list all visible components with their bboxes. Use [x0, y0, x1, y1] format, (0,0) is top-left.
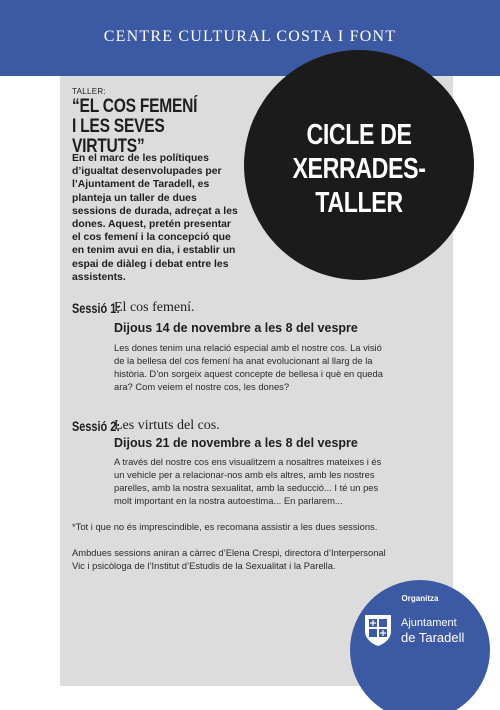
description-line: ara? Com veiem el nostre cos, les dones?: [114, 381, 290, 392]
intro-line: assistents.: [72, 271, 126, 283]
town-shield-icon: [363, 613, 393, 647]
description-line: un vehicle per a relacionar-nos amb els altres, amb les nostres: [114, 469, 375, 480]
header-title: CENTRE CULTURAL COSTA I FONT: [103, 28, 397, 45]
badge-line-2: XERRADES-TALLER: [292, 153, 426, 219]
talk-title: [72, 97, 220, 157]
description-line: parelles, amb la nostra sexualitat, amb la seducció... I té un pes: [114, 482, 379, 493]
session-1-description: [114, 341, 444, 393]
description-line: història. D’on sorgeix aquest concepte de bellesa i què en queda: [114, 368, 383, 379]
organizer-name-line-2: de Taradell: [401, 630, 465, 645]
intro-paragraph: [72, 152, 268, 284]
intro-line: en tenim avui en dia, i establir un: [72, 245, 236, 257]
intro-line: l’Ajuntament de Taradell, es: [72, 179, 210, 191]
session-1-title: El cos femení.: [114, 300, 195, 315]
intro-line: sessions de durada, adreçat a les: [72, 205, 238, 217]
description-line: molt important en la nostra autoestima... En parlarem...: [114, 495, 343, 506]
badge-line-1: CICLE DE: [306, 119, 412, 151]
intro-line: espai de diàleg i debat entre les: [72, 258, 229, 270]
organizer-label: Organitza: [401, 594, 439, 603]
intro-line: planteja un taller de dues: [72, 192, 197, 204]
talk-title-line-1: “EL COS FEMENÍ: [72, 96, 198, 117]
session-1-label: Sessió 1:: [72, 300, 120, 316]
intro-line: En el marc de les polítiques: [72, 153, 209, 164]
description-line: Les dones tenim una relació especial amb el nostre cos. La visió: [114, 342, 382, 353]
session-2-label: Sessió 2:: [72, 418, 120, 434]
intro-line: dones. Aquest, pretén presentar: [72, 219, 231, 231]
credits-line: Ambdues sessions aniran a càrrec d’Elena Crespi, directora d’Interpersonal: [72, 547, 386, 558]
session-1-date: Dijous 14 de novembre a les 8 del vespre: [114, 321, 358, 335]
talk-title-line-2: I LES SEVES VIRTUTS”: [72, 116, 165, 157]
intro-line: d’igualtat desenvolupades per: [72, 166, 222, 178]
intro-line: el cos femení i la concepció que: [72, 232, 231, 244]
description-line: A través del nostre cos ens visualitzem a nosaltres mateixes i és: [114, 456, 382, 467]
talk-label: TALLER:: [72, 87, 106, 96]
credits-paragraph: [72, 546, 402, 572]
badge-text: [280, 118, 438, 220]
session-2-date: Dijous 21 de novembre a les 8 del vespre: [114, 436, 358, 450]
credits-line: Vic i psicòloga de l’Institut d’Estudis de la Sexualitat i la Parella.: [72, 560, 336, 571]
session-2-title: Les virtuts del cos.: [114, 418, 220, 433]
attendance-note: *Tot i que no és imprescindible, es recomana assistir a les dues sessions.: [72, 521, 378, 532]
organizer-name-line-1: Ajuntament: [401, 617, 457, 629]
session-2-description: [114, 455, 444, 507]
description-line: de la bellesa del cos femení ha anat evolucionant al llarg de la: [114, 355, 373, 366]
